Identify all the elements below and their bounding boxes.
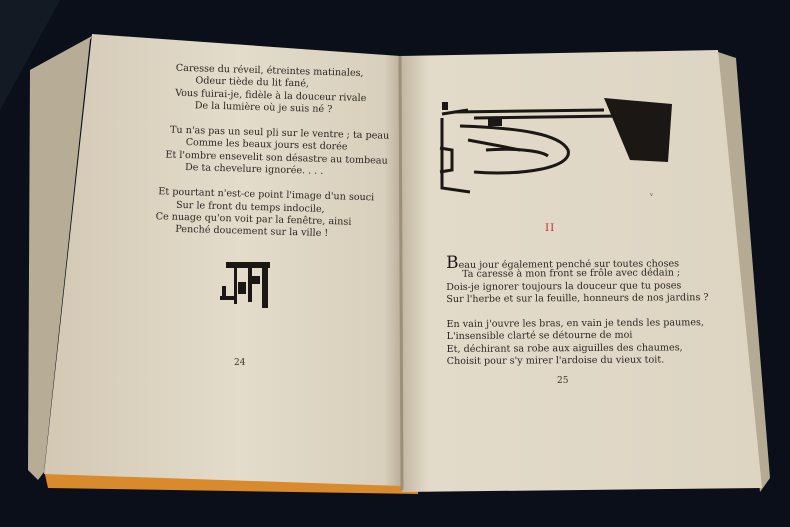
verse-line: De ta chevelure ignorée. . . . <box>184 162 324 178</box>
verse-line: Ta caresse à mon front se frôle avec dédain ; <box>462 267 681 281</box>
verse-line: Penché doucement sur la ville ! <box>175 224 329 240</box>
verse-line: Odeur tiède du lit fané, <box>195 75 310 90</box>
verse-line: De la lumière où je suis né ? <box>194 100 333 116</box>
stanza <box>446 317 709 368</box>
verse-line: Sur l'herbe et sur la feuille, honneurs de nos jardins ? <box>446 292 709 306</box>
stanza <box>445 252 709 306</box>
left-page-number: 24 <box>234 358 246 368</box>
right-page-number: 25 <box>557 376 569 386</box>
section-numeral: II <box>545 222 556 234</box>
verse-line: En vain j'ouvre les bras, en vain je tends les paumes, <box>446 317 705 331</box>
verse-line: Et l'ombre ensevelit son désastre au tombeau <box>165 149 388 167</box>
right-poem <box>445 252 709 381</box>
artist-monogram: v <box>650 192 653 198</box>
verse-line: L'insensible clarté se détourne de moi <box>446 330 633 343</box>
verse-line: Choisit pour s'y mirer l'ardoise du vieux toit. <box>446 354 665 368</box>
drop-cap: B <box>445 252 459 273</box>
stanza <box>149 62 392 118</box>
gutter <box>400 56 402 490</box>
verse-line: Et pourtant n'est-ce point l'image d'un souci <box>158 186 375 204</box>
verse-line: Ce nuage qu'on voit par la fenêtre, ainsi <box>155 211 352 228</box>
verse-line: Sur le front du temps indocile, <box>175 199 325 215</box>
stanza <box>145 186 388 242</box>
verse-line: Tu n'as pas un seul pli sur le ventre ; ta peau <box>169 124 390 142</box>
verse-line: Et, déchirant sa robe aux aiguilles des chaumes, <box>446 342 683 355</box>
verse-line: Dois-je ignorer toujours la douceur que tu poses <box>446 280 682 293</box>
stanza <box>147 124 390 180</box>
left-poem <box>145 62 391 255</box>
verse-line: Vous fuirai-je, fidèle à la douceur rivale <box>174 87 367 104</box>
verse-text: eau jour également penché sur toutes choses <box>458 258 680 271</box>
verse-line: Comme les beaux jours est dorée <box>185 137 348 153</box>
verse-line: Caresse du réveil, étreintes matinales, <box>175 62 364 79</box>
